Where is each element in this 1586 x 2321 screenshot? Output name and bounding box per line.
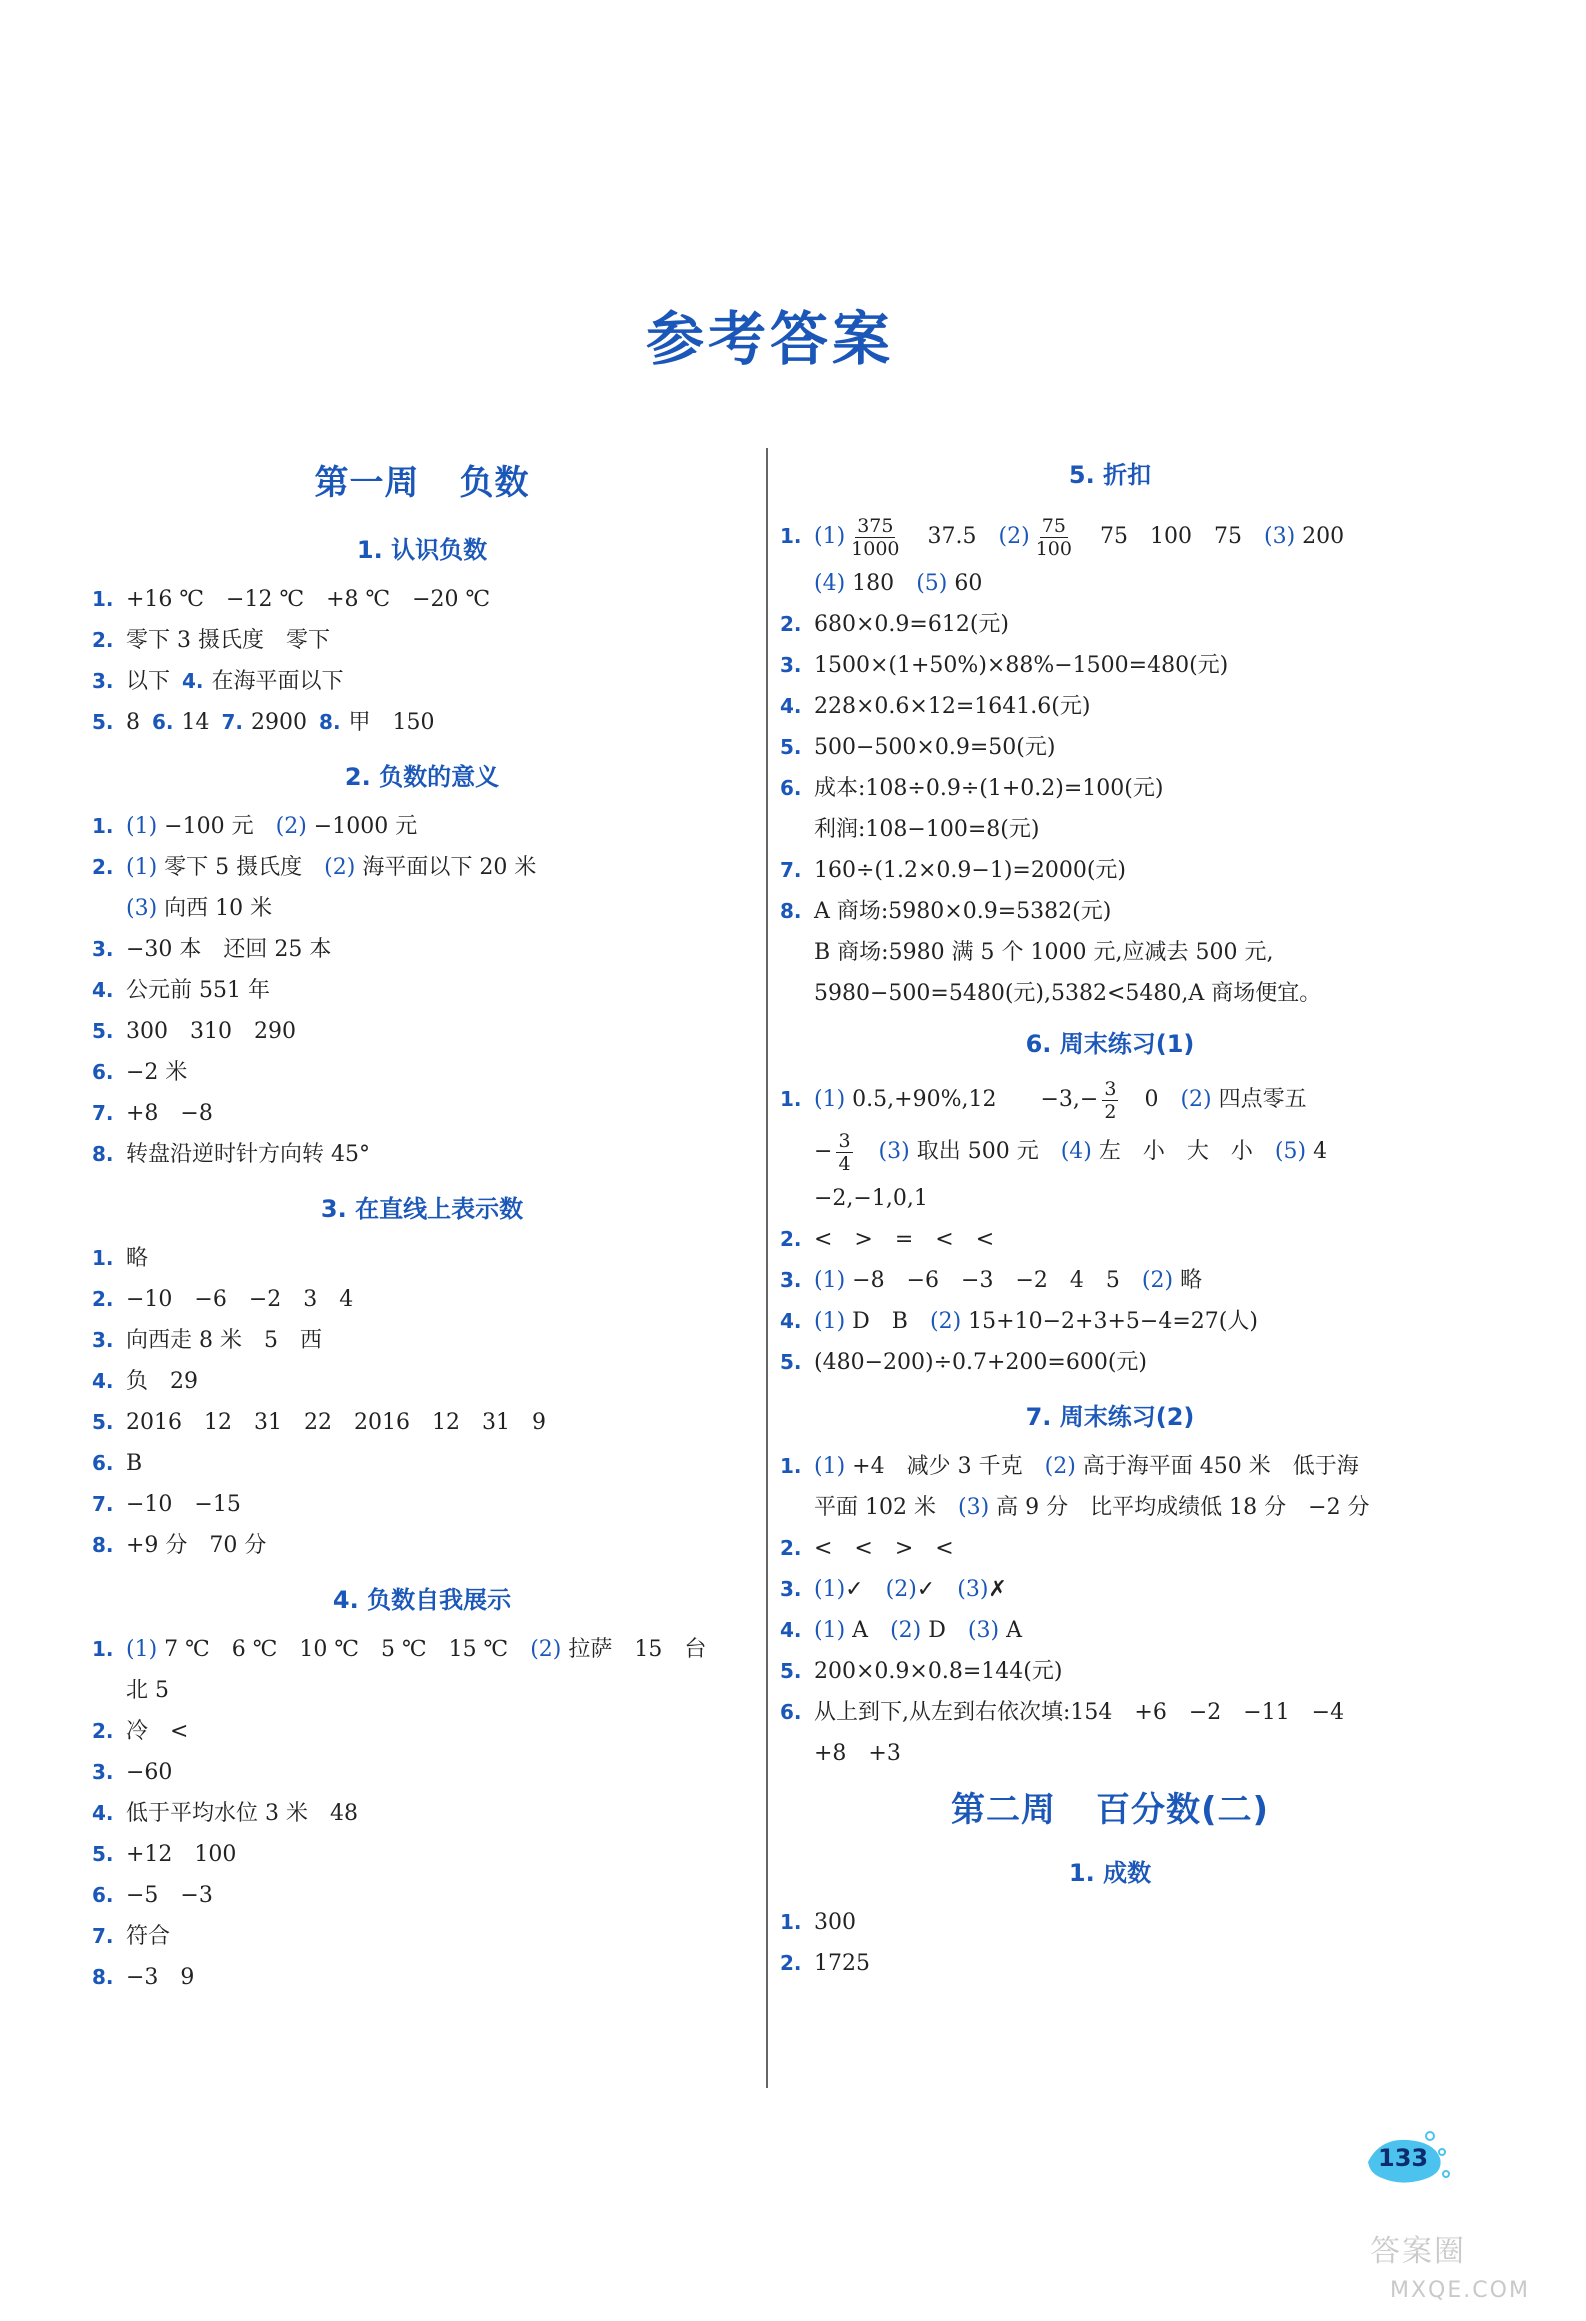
answer-line: 4. 228×0.6×12=1641.6(元) <box>780 694 1091 719</box>
section-title: 6. 周末练习(1) <box>1025 1030 1195 1058</box>
answer-line: 3. −60 <box>92 1760 173 1785</box>
answer-line: 5980−500=5480(元),5382<5480,A 商场便宜。 <box>814 981 1322 1006</box>
watermark-url: MXQE.COM <box>1390 2278 1530 2303</box>
week2-topic: 百分数(二) <box>1095 1790 1270 1830</box>
answer-line: 1. +16 ℃ −12 ℃ +8 ℃ −20 ℃ <box>92 587 491 612</box>
answer-line: 7. −10 −15 <box>92 1492 241 1517</box>
answer-line: 4. 公元前 551 年 <box>92 978 270 1003</box>
answer-line: 2. < < > < <box>780 1536 954 1561</box>
answer-line: 3. −30 本 还回 25 本 <box>92 937 332 962</box>
answer-line: 1. 300 <box>780 1910 856 1935</box>
section-title: 7. 周末练习(2) <box>1025 1403 1195 1431</box>
answer-line: 8. A 商场:5980×0.9=5382(元) <box>780 899 1112 924</box>
column-divider <box>766 448 768 2088</box>
answer-line: 4. (1) A (2) D (3) A <box>780 1618 1022 1643</box>
answer-line: 3. 以下 4. 在海平面以下 <box>92 669 344 694</box>
week2-heading <box>780 1782 1440 1831</box>
answer-line: 2. −10 −6 −2 3 4 <box>92 1287 354 1312</box>
answer-line: 3. 1500×(1+50%)×88%−1500=480(元) <box>780 653 1229 678</box>
answer-line: 6. B <box>92 1451 143 1476</box>
answer-line: 5. 500−500×0.9=50(元) <box>780 735 1056 760</box>
answer-line: 2. 零下 3 摄氏度 零下 <box>92 628 330 653</box>
answer-line: (4) 180 (5) 60 <box>814 571 983 596</box>
answer-line: 1. (1) +4 减少 3 千克 (2) 高于海平面 450 米 低于海 <box>780 1454 1359 1479</box>
answer-line: 8. −3 9 <box>92 1965 195 1990</box>
answer-line: 1. (1) 0.5,+90%,12 −3,− $\frac{3}{2}$ 0 (2) 四点零五 <box>780 1077 1307 1123</box>
answer-line: 8. +9 分 70 分 <box>92 1533 267 1558</box>
answer-line: 1. (1) −100 元 (2) −1000 元 <box>92 814 418 839</box>
answer-line: 5. 8 6. 14 7. 2900 8. 甲 150 <box>92 710 435 735</box>
answer-line: 6. −2 米 <box>92 1060 188 1085</box>
answer-line: 5. +12 100 <box>92 1842 237 1867</box>
week2-label: 第二周 <box>950 1790 1056 1830</box>
answer-line: B 商场:5980 满 5 个 1000 元,应减去 500 元, <box>814 940 1274 965</box>
section-title: 1. 成数 <box>1068 1859 1152 1887</box>
answer-line: 8. 转盘沿逆时针方向转 45° <box>92 1142 370 1167</box>
answer-line: 利润:108−100=8(元) <box>814 817 1040 842</box>
answer-line: 5. 300 310 290 <box>92 1019 296 1044</box>
left-column <box>92 455 752 1998</box>
answer-line: 5. 2016 12 31 22 2016 12 31 9 <box>92 1410 546 1435</box>
answer-line: 5. (480−200)÷0.7+200=600(元) <box>780 1350 1148 1375</box>
answer-line: − $\frac{3}{4}$ (3) 取出 500 元 (4) 左 小 大 小 (5) 4 <box>814 1129 1328 1175</box>
answer-line: 3. 向西走 8 米 5 西 <box>92 1328 322 1353</box>
answer-line: 7. +8 −8 <box>92 1101 213 1126</box>
answer-line: 1. (1) 7 ℃ 6 ℃ 10 ℃ 5 ℃ 15 ℃ (2) 拉萨 15 台 <box>92 1637 707 1662</box>
answer-line: 6. 成本:108÷0.9÷(1+0.2)=100(元) <box>780 776 1164 801</box>
answer-line: 6. 从上到下,从左到右依次填:154 +6 −2 −11 −4 <box>780 1700 1345 1725</box>
answer-line: 2. 680×0.9=612(元) <box>780 612 1010 637</box>
answer-line: 1. 略 <box>92 1246 149 1271</box>
week1-label: 第一周 <box>314 463 420 503</box>
answer-line: +8 +3 <box>814 1741 901 1766</box>
answer-line: 1. (1) $\frac{375}{1000}$ 37.5 (2) $\frac{75}{100}$ 75 100 75 (3) 200 <box>780 514 1345 560</box>
answer-line: 2. (1) 零下 5 摄氏度 (2) 海平面以下 20 米 <box>92 855 537 880</box>
answer-line: 5. 200×0.9×0.8=144(元) <box>780 1659 1063 1684</box>
right-column <box>780 455 1440 1984</box>
section-title: 2. 负数的意义 <box>344 763 500 791</box>
section-title: 1. 认识负数 <box>356 536 488 564</box>
answer-line: 7. 160÷(1.2×0.9−1)=2000(元) <box>780 858 1127 883</box>
answer-line: (3) 向西 10 米 <box>126 896 273 921</box>
answer-line: 2. 1725 <box>780 1951 870 1976</box>
answer-line: 3. (1)✓ (2)✓ (3)✗ <box>780 1577 1007 1602</box>
section-title: 3. 在直线上表示数 <box>320 1195 524 1223</box>
section-title: 4. 负数自我展示 <box>332 1586 512 1614</box>
answer-line: 北 5 <box>126 1678 169 1703</box>
answer-line: 平面 102 米 (3) 高 9 分 比平均成绩低 18 分 −2 分 <box>814 1495 1370 1520</box>
answer-line: 4. 负 29 <box>92 1369 198 1394</box>
week1-topic: 负数 <box>459 463 530 503</box>
page-number: 133 <box>1378 2144 1429 2172</box>
watermark-logo: 答案圈 <box>1370 2234 1466 2269</box>
answer-line: 3. (1) −8 −6 −3 −2 4 5 (2) 略 <box>780 1268 1203 1293</box>
answer-line: 7. 符合 <box>92 1924 171 1949</box>
answer-line: 4. (1) D B (2) 15+10−2+3+5−4=27(人) <box>780 1309 1258 1334</box>
section-title: 5. 折扣 <box>1068 461 1152 489</box>
answer-line: 2. 冷 < <box>92 1719 189 1744</box>
answer-line: 4. 低于平均水位 3 米 48 <box>92 1801 358 1826</box>
answer-line: 2. < > = < < <box>780 1227 995 1252</box>
week1-heading <box>92 455 752 504</box>
answer-line: 6. −5 −3 <box>92 1883 213 1908</box>
answer-line: −2,−1,0,1 <box>814 1186 928 1211</box>
page-title: 参考答案 <box>645 305 894 373</box>
